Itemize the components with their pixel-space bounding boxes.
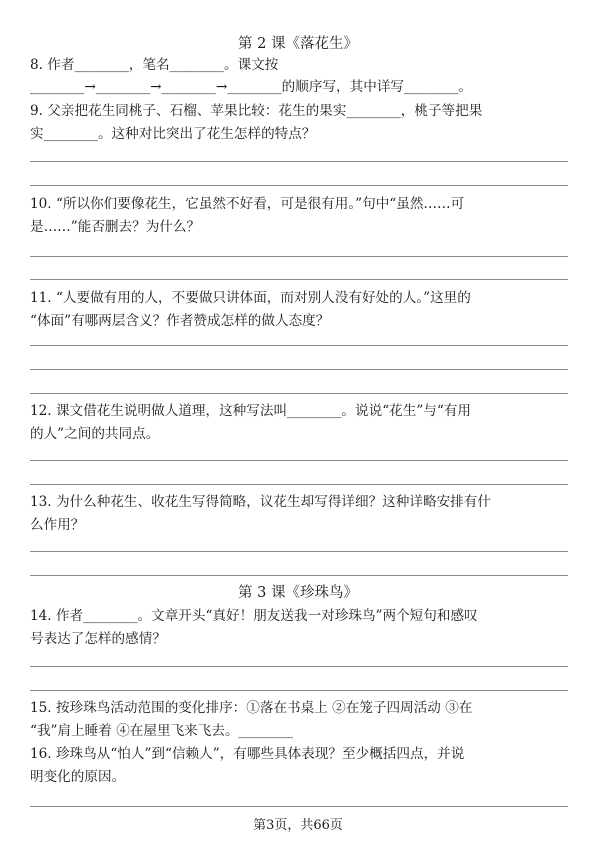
page-footer: 第3页，共66页 [253,818,343,833]
question-12-line-1: 12. 课文借花生说明做人道理，这种写法叫________。说说“花生”与“有用 [30,403,472,419]
answer-line[interactable] [30,690,568,691]
question-14-line-2: 号表达了怎样的感情？ [30,631,166,647]
answer-line[interactable] [30,666,568,667]
question-11-line-2: “体面”有哪两层含义？作者赞成怎样的做人态度？ [30,313,330,329]
question-9-line-2: 实________。这种对比突出了花生怎样的特点？ [30,126,316,142]
question-13-line-2: 么作用？ [30,517,85,533]
answer-line[interactable] [30,185,568,186]
answer-line[interactable] [30,484,568,485]
question-9-line-1: 9. 父亲把花生同桃子、石榴、苹果比较：花生的果实________，桃子等把果 [30,103,483,119]
question-10-line-1: 10. “所以你们要像花生，它虽然不好看，可是很有用。”句中“虽然……可 [30,196,465,212]
lesson-3-title: 第 3 课《珍珠鸟》 [238,585,358,601]
question-16-line-1: 16. 珍珠鸟从“怕人”到“信赖人”，有哪些具体表现？至少概括四点，并说 [30,746,465,762]
answer-line[interactable] [30,345,568,346]
lesson-2-title: 第 2 课《落花生》 [238,36,358,52]
answer-line[interactable] [30,575,568,576]
answer-line[interactable] [30,369,568,370]
question-11-line-1: 11. “人要做有用的人，不要做只讲体面，而对别人没有好处的人。”这里的 [30,290,471,306]
question-15-line-2: “我”肩上睡着 ④在屋里飞来飞去。________ [30,723,293,739]
answer-line[interactable] [30,806,568,807]
question-12-line-2: 的人”之间的共同点。 [30,426,160,442]
answer-line[interactable] [30,460,568,461]
answer-line[interactable] [30,551,568,552]
answer-line[interactable] [30,256,568,257]
question-13-line-1: 13. 为什么种花生、收花生写得简略，议花生却写得详细？这种详略安排有什 [30,494,491,510]
question-8-line-2: ________→________→________→________的顺序写，其中详写________。 [30,79,472,95]
question-10-line-2: 是……”能否删去？为什么？ [30,219,201,235]
answer-line[interactable] [30,161,568,162]
question-16-line-2: 明变化的原因。 [30,769,126,785]
question-15-line-1: 15. 按珍珠鸟活动范围的变化排序：①落在书桌上 ②在笼子四周活动 ③在 [30,700,473,716]
answer-line[interactable] [30,279,568,280]
answer-line[interactable] [30,393,568,394]
question-14-line-1: 14. 作者________。文章开头“真好！朋友送我一对珍珠鸟”两个短句和感叹 [30,608,478,624]
question-8-line-1: 8. 作者________，笔名________。课文按 [30,57,279,73]
